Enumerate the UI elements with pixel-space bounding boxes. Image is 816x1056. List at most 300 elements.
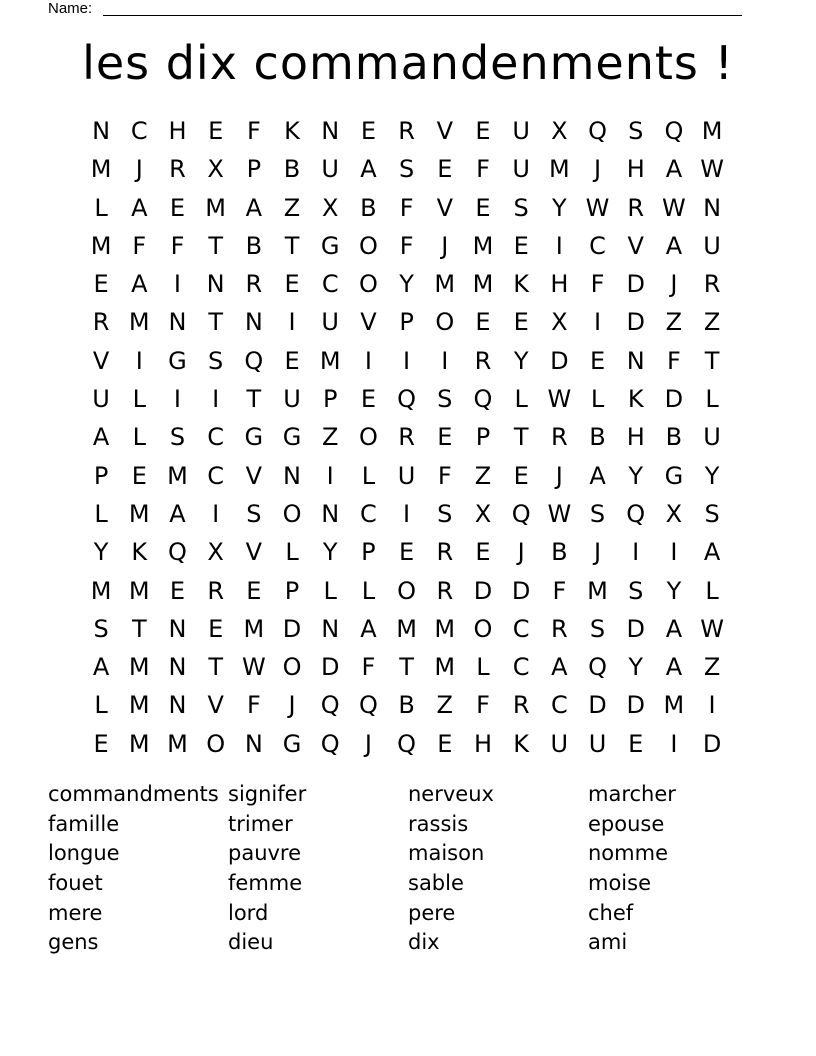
grid-cell[interactable]: M xyxy=(472,270,494,299)
grid-cell[interactable]: R xyxy=(398,117,415,145)
grid-cell[interactable]: W xyxy=(662,193,686,222)
grid-cell[interactable]: R xyxy=(436,538,454,567)
grid-cell[interactable]: S xyxy=(513,193,529,222)
grid-cell[interactable]: D xyxy=(282,614,302,643)
grid-cell[interactable]: M xyxy=(548,155,570,184)
grid-cell[interactable]: Z xyxy=(665,308,683,337)
grid-cell[interactable]: X xyxy=(321,193,339,222)
grid-cell[interactable]: E xyxy=(131,461,147,490)
grid-cell[interactable]: M xyxy=(701,117,723,145)
grid-cell[interactable]: Z xyxy=(703,653,721,682)
grid-cell[interactable]: S xyxy=(628,117,644,145)
grid-cell[interactable]: E xyxy=(399,538,415,567)
grid-cell[interactable]: G xyxy=(282,423,302,452)
grid-cell[interactable]: M xyxy=(434,653,456,682)
grid-cell[interactable]: I xyxy=(593,308,602,337)
grid-cell[interactable]: P xyxy=(246,155,262,184)
grid-cell[interactable]: L xyxy=(94,499,108,528)
grid-cell[interactable]: R xyxy=(703,270,721,299)
grid-cell[interactable]: T xyxy=(208,308,223,337)
grid-cell[interactable]: B xyxy=(665,423,683,452)
grid-cell[interactable]: Z xyxy=(436,691,453,720)
grid-cell[interactable]: V xyxy=(627,231,644,260)
grid-cell[interactable]: K xyxy=(627,385,644,414)
grid-cell[interactable]: M xyxy=(472,231,494,260)
word-list-item: epouse xyxy=(588,811,665,836)
grid-cell[interactable]: Y xyxy=(399,270,414,299)
grid-cell[interactable]: N xyxy=(92,117,111,145)
grid-cell[interactable]: T xyxy=(246,385,262,414)
grid-cell[interactable]: C xyxy=(360,499,377,528)
grid-cell[interactable]: P xyxy=(475,423,491,452)
grid-cell[interactable]: L xyxy=(132,385,146,414)
grid-cell[interactable]: Z xyxy=(321,423,339,452)
grid-cell[interactable]: S xyxy=(246,499,262,528)
grid-cell[interactable]: P xyxy=(93,461,109,490)
grid-cell[interactable]: O xyxy=(206,729,226,758)
grid-cell[interactable]: F xyxy=(399,193,414,222)
grid-cell[interactable]: Q xyxy=(626,499,646,528)
grid-cell[interactable]: M xyxy=(243,614,265,643)
grid-cell[interactable]: X xyxy=(474,499,492,528)
word-list-item: trimer xyxy=(228,811,293,836)
grid-cell[interactable]: E xyxy=(360,385,376,414)
word-list-item: pere xyxy=(408,900,456,925)
grid-cell[interactable]: I xyxy=(670,538,678,567)
grid-cell[interactable]: E xyxy=(169,193,186,222)
grid-cell[interactable]: T xyxy=(704,346,720,375)
grid-cell[interactable]: X xyxy=(665,499,683,528)
grid-cell[interactable]: A xyxy=(665,653,683,682)
grid-cell[interactable]: D xyxy=(626,614,645,643)
grid-cell[interactable]: S xyxy=(398,155,415,184)
grid-cell[interactable]: R xyxy=(474,346,492,375)
grid-cell[interactable]: B xyxy=(283,155,301,184)
grid-cell[interactable]: T xyxy=(208,231,223,260)
grid-cell[interactable]: N xyxy=(168,614,187,643)
grid-cell[interactable]: R xyxy=(436,576,454,605)
grid-cell[interactable]: W xyxy=(241,653,266,682)
grid-cell[interactable]: L xyxy=(285,538,299,567)
grid-cell[interactable]: I xyxy=(212,499,220,528)
grid-cell[interactable]: M xyxy=(90,231,112,260)
grid-cell[interactable]: N xyxy=(321,499,340,528)
grid-cell[interactable]: Y xyxy=(552,193,567,222)
grid-cell[interactable]: A xyxy=(665,231,683,260)
grid-cell[interactable]: Q xyxy=(397,385,417,414)
grid-cell[interactable]: E xyxy=(513,231,529,260)
grid-cell[interactable]: Z xyxy=(474,461,492,490)
grid-cell[interactable]: L xyxy=(94,193,108,222)
grid-cell[interactable]: L xyxy=(476,653,490,682)
grid-cell[interactable]: N xyxy=(321,614,340,643)
grid-cell[interactable]: F xyxy=(437,461,452,490)
grid-cell[interactable]: U xyxy=(703,231,721,260)
grid-cell[interactable]: Y xyxy=(628,653,644,682)
grid-cell[interactable]: N xyxy=(244,729,263,758)
grid-cell[interactable]: I xyxy=(670,729,678,758)
grid-cell[interactable]: Q xyxy=(473,385,493,414)
grid-cell[interactable]: E xyxy=(513,461,529,490)
grid-cell[interactable]: V xyxy=(245,538,263,567)
grid-cell[interactable]: F xyxy=(170,231,185,260)
grid-cell[interactable]: I xyxy=(173,270,181,299)
grid-cell[interactable]: M xyxy=(167,729,188,758)
grid-cell[interactable]: O xyxy=(473,614,493,643)
grid-cell[interactable]: K xyxy=(284,117,300,145)
grid-cell[interactable]: H xyxy=(626,423,645,452)
grid-cell[interactable]: O xyxy=(282,653,302,682)
grid-cell[interactable]: H xyxy=(626,155,645,184)
grid-cell[interactable]: Y xyxy=(666,576,682,605)
grid-cell[interactable]: D xyxy=(550,346,569,375)
grid-cell[interactable]: I xyxy=(173,385,181,414)
grid-cell[interactable]: M xyxy=(128,729,150,758)
grid-cell[interactable]: T xyxy=(208,653,223,682)
grid-cell[interactable]: F xyxy=(476,155,490,184)
grid-cell[interactable]: H xyxy=(168,117,187,145)
grid-cell[interactable]: D xyxy=(320,653,340,682)
grid-cell[interactable]: D xyxy=(626,691,645,720)
grid-cell[interactable]: T xyxy=(131,614,147,643)
grid-cell[interactable]: T xyxy=(284,231,300,260)
grid-cell[interactable]: A xyxy=(703,538,721,567)
grid-cell[interactable]: S xyxy=(437,499,453,528)
grid-cell[interactable]: O xyxy=(358,270,378,299)
grid-cell[interactable]: Q xyxy=(320,729,340,758)
grid-cell[interactable]: V xyxy=(360,308,377,337)
grid-cell[interactable]: D xyxy=(473,576,493,605)
grid-cell[interactable]: P xyxy=(322,385,338,414)
grid-cell[interactable]: B xyxy=(398,691,415,720)
grid-cell[interactable]: J xyxy=(593,155,602,184)
grid-cell[interactable]: Y xyxy=(93,538,109,567)
grid-cell[interactable]: Q xyxy=(168,538,187,567)
grid-cell[interactable]: N xyxy=(703,193,722,222)
grid-cell[interactable]: A xyxy=(360,155,377,184)
grid-cell[interactable]: O xyxy=(358,231,378,260)
grid-cell[interactable]: E xyxy=(475,538,491,567)
grid-cell[interactable]: X xyxy=(551,117,568,145)
grid-cell[interactable]: I xyxy=(326,461,334,490)
grid-cell[interactable]: B xyxy=(245,231,263,260)
grid-cell[interactable]: I xyxy=(555,231,563,260)
grid-cell[interactable]: I xyxy=(708,691,716,720)
grid-cell[interactable]: M xyxy=(128,691,150,720)
grid-cell[interactable]: U xyxy=(512,117,530,145)
grid-cell[interactable]: L xyxy=(705,385,719,414)
grid-cell[interactable]: Z xyxy=(283,193,301,222)
grid-cell[interactable]: K xyxy=(131,538,148,567)
grid-cell[interactable]: Q xyxy=(320,691,340,720)
word-list-item: nomme xyxy=(588,841,668,866)
grid-cell[interactable]: E xyxy=(628,729,644,758)
grid-cell[interactable]: R xyxy=(92,308,110,337)
grid-cell[interactable]: Q xyxy=(588,653,607,682)
grid-cell[interactable]: A xyxy=(551,653,568,682)
grid-cell[interactable]: S xyxy=(437,385,453,414)
grid-cell[interactable]: E xyxy=(93,270,109,299)
grid-cell[interactable]: J xyxy=(555,461,563,490)
grid-cell[interactable]: M xyxy=(205,193,227,222)
grid-cell[interactable]: F xyxy=(132,231,147,260)
grid-cell[interactable]: E xyxy=(169,576,186,605)
grid-cell[interactable]: L xyxy=(323,576,337,605)
grid-cell[interactable]: K xyxy=(513,729,530,758)
grid-cell[interactable]: D xyxy=(588,691,607,720)
grid-cell[interactable]: D xyxy=(664,385,684,414)
grid-cell[interactable]: F xyxy=(361,653,376,682)
grid-cell[interactable]: G xyxy=(168,346,187,375)
grid-cell[interactable]: F xyxy=(246,691,261,720)
grid-cell[interactable]: C xyxy=(512,653,530,682)
grid-cell[interactable]: X xyxy=(207,538,224,567)
grid-cell[interactable]: E xyxy=(589,346,606,375)
grid-cell[interactable]: I xyxy=(632,538,640,567)
grid-cell[interactable]: H xyxy=(473,729,492,758)
grid-cell[interactable]: X xyxy=(551,308,568,337)
grid-cell[interactable]: A xyxy=(360,614,377,643)
grid-cell[interactable]: N xyxy=(168,691,187,720)
grid-cell[interactable]: D xyxy=(511,576,531,605)
grid-cell[interactable]: F xyxy=(552,576,567,605)
grid-cell[interactable]: C xyxy=(512,614,530,643)
grid-cell[interactable]: D xyxy=(626,308,645,337)
grid-cell[interactable]: Q xyxy=(397,729,417,758)
grid-cell[interactable]: A xyxy=(665,614,683,643)
grid-cell[interactable]: M xyxy=(128,499,150,528)
grid-cell[interactable]: U xyxy=(550,729,569,758)
grid-cell[interactable]: I xyxy=(403,499,411,528)
word-list-item: lord xyxy=(228,900,269,925)
grid-cell[interactable]: F xyxy=(590,270,605,299)
grid-cell[interactable]: M xyxy=(128,576,150,605)
grid-cell[interactable]: C xyxy=(130,117,148,145)
grid-cell[interactable]: I xyxy=(288,308,296,337)
grid-cell[interactable]: J xyxy=(670,270,678,299)
grid-cell[interactable]: L xyxy=(514,385,528,414)
grid-cell[interactable]: O xyxy=(435,308,455,337)
grid-cell[interactable]: M xyxy=(319,346,341,375)
grid-cell[interactable]: R xyxy=(512,691,530,720)
grid-cell[interactable]: C xyxy=(321,270,339,299)
grid-cell[interactable]: O xyxy=(397,576,417,605)
grid-cell[interactable]: A xyxy=(92,423,110,452)
grid-cell[interactable]: S xyxy=(93,614,109,643)
grid-cell[interactable]: O xyxy=(358,423,378,452)
grid-cell[interactable]: C xyxy=(550,691,568,720)
word-list-item: maison xyxy=(408,841,485,866)
grid-cell[interactable]: V xyxy=(436,117,453,145)
grid-cell[interactable]: I xyxy=(441,346,449,375)
grid-cell[interactable]: M xyxy=(587,576,608,605)
grid-cell[interactable]: F xyxy=(667,346,681,375)
grid-cell[interactable]: E xyxy=(437,155,453,184)
grid-cell[interactable]: E xyxy=(93,729,109,758)
grid-cell[interactable]: W xyxy=(700,614,724,643)
grid-cell[interactable]: F xyxy=(246,117,261,145)
grid-cell[interactable]: P xyxy=(284,576,300,605)
grid-cell[interactable]: V xyxy=(92,346,110,375)
grid-cell[interactable]: I xyxy=(135,346,143,375)
grid-cell[interactable]: R xyxy=(207,576,224,605)
grid-cell[interactable]: M xyxy=(434,614,456,643)
grid-cell[interactable]: U xyxy=(283,385,301,414)
grid-cell[interactable]: A xyxy=(245,193,263,222)
grid-cell[interactable]: Q xyxy=(358,691,378,720)
grid-cell[interactable]: Z xyxy=(703,308,721,337)
word-list-item: moise xyxy=(588,871,651,896)
grid-cell[interactable]: R xyxy=(551,614,568,643)
name-underline[interactable] xyxy=(103,15,742,16)
grid-cell[interactable]: Q xyxy=(244,346,264,375)
grid-cell[interactable]: J xyxy=(517,538,525,567)
grid-cell[interactable]: S xyxy=(208,346,224,375)
grid-cell[interactable]: R xyxy=(627,193,645,222)
grid-cell[interactable]: C xyxy=(207,423,225,452)
grid-cell[interactable]: L xyxy=(132,423,146,452)
grid-cell[interactable]: J xyxy=(593,538,602,567)
grid-cell[interactable]: A xyxy=(131,193,148,222)
grid-cell[interactable]: S xyxy=(589,499,606,528)
grid-cell[interactable]: W xyxy=(547,385,572,414)
grid-cell[interactable]: N xyxy=(626,346,645,375)
grid-cell[interactable]: L xyxy=(705,576,719,605)
grid-cell[interactable]: E xyxy=(360,117,376,145)
grid-cell[interactable]: X xyxy=(207,155,224,184)
grid-cell[interactable]: C xyxy=(207,461,225,490)
grid-cell[interactable]: W xyxy=(547,499,572,528)
word-list-item: commandments xyxy=(48,782,219,806)
grid-cell[interactable]: M xyxy=(434,270,456,299)
grid-cell[interactable]: R xyxy=(551,423,568,452)
grid-cell[interactable]: E xyxy=(284,270,300,299)
grid-cell[interactable]: T xyxy=(399,653,414,682)
grid-cell[interactable]: M xyxy=(90,576,112,605)
grid-cell[interactable]: O xyxy=(282,499,302,528)
grid-cell[interactable]: J xyxy=(135,155,143,184)
grid-cell[interactable]: N xyxy=(244,308,263,337)
grid-cell[interactable]: S xyxy=(628,576,644,605)
grid-cell[interactable]: A xyxy=(131,270,148,299)
grid-cell[interactable]: I xyxy=(212,385,220,414)
grid-cell[interactable]: N xyxy=(168,653,187,682)
grid-cell[interactable]: N xyxy=(321,117,340,145)
grid-cell[interactable]: J xyxy=(364,729,372,758)
grid-cell[interactable]: F xyxy=(399,231,414,260)
grid-cell[interactable]: L xyxy=(361,576,376,605)
grid-cell[interactable]: V xyxy=(207,691,224,720)
word-list-item: rassis xyxy=(408,811,469,836)
grid-cell[interactable]: J xyxy=(288,691,296,720)
grid-cell[interactable]: M xyxy=(128,308,150,337)
grid-cell[interactable]: W xyxy=(700,155,724,184)
grid-cell[interactable]: G xyxy=(320,231,340,260)
grid-cell[interactable]: U xyxy=(321,155,339,184)
grid-cell[interactable]: E xyxy=(208,614,224,643)
grid-cell[interactable]: Q xyxy=(664,117,684,145)
grid-cell[interactable]: E xyxy=(437,729,453,758)
grid-cell[interactable]: L xyxy=(361,461,376,490)
grid-cell[interactable]: S xyxy=(169,423,186,452)
grid-cell[interactable]: Q xyxy=(511,499,531,528)
grid-cell[interactable]: U xyxy=(703,423,721,452)
grid-cell[interactable]: A xyxy=(169,499,186,528)
grid-cell[interactable]: U xyxy=(397,461,416,490)
grid-cell[interactable]: E xyxy=(284,346,300,375)
grid-cell[interactable]: D xyxy=(626,270,645,299)
grid-cell[interactable]: E xyxy=(437,423,453,452)
grid-cell[interactable]: E xyxy=(246,576,262,605)
grid-cell[interactable]: T xyxy=(513,423,529,452)
grid-cell[interactable]: N xyxy=(206,270,225,299)
grid-cell[interactable]: R xyxy=(398,423,415,452)
grid-cell[interactable]: J xyxy=(441,231,449,260)
grid-cell[interactable]: Y xyxy=(322,538,338,567)
grid-cell[interactable]: N xyxy=(168,308,187,337)
grid-cell[interactable]: V xyxy=(436,193,453,222)
grid-cell[interactable]: G xyxy=(282,729,302,758)
name-field[interactable] xyxy=(48,0,742,18)
grid-cell[interactable]: S xyxy=(589,614,606,643)
grid-cell[interactable]: K xyxy=(513,270,530,299)
grid-cell[interactable]: B xyxy=(360,193,377,222)
grid-cell[interactable]: N xyxy=(283,461,301,490)
grid-cell[interactable]: Y xyxy=(513,346,529,375)
grid-cell[interactable]: H xyxy=(550,270,569,299)
grid-cell[interactable]: M xyxy=(128,653,150,682)
grid-cell[interactable]: U xyxy=(321,308,339,337)
grid-cell[interactable]: M xyxy=(90,155,112,184)
grid-cell[interactable]: L xyxy=(590,385,605,414)
grid-cell[interactable]: E xyxy=(475,308,491,337)
grid-cell[interactable]: V xyxy=(245,461,263,490)
grid-cell[interactable]: P xyxy=(399,308,414,337)
grid-cell[interactable]: E xyxy=(475,193,491,222)
grid-cell[interactable]: A xyxy=(589,461,606,490)
grid-cell[interactable]: E xyxy=(513,308,529,337)
grid-cell[interactable]: W xyxy=(585,193,610,222)
grid-cell[interactable]: M xyxy=(663,691,685,720)
grid-cell[interactable]: M xyxy=(167,461,188,490)
grid-cell[interactable]: C xyxy=(589,231,606,260)
grid-cell[interactable]: R xyxy=(245,270,263,299)
grid-cell[interactable]: Q xyxy=(588,117,607,145)
grid-cell[interactable]: D xyxy=(702,729,722,758)
grid-cell[interactable]: I xyxy=(403,346,411,375)
grid-cell[interactable]: U xyxy=(588,729,607,758)
grid-cell[interactable]: L xyxy=(94,691,108,720)
grid-cell[interactable]: Y xyxy=(628,461,644,490)
grid-cell[interactable]: F xyxy=(476,691,490,720)
grid-cell[interactable]: S xyxy=(704,499,720,528)
grid-cell[interactable]: P xyxy=(361,538,376,567)
grid-cell[interactable]: I xyxy=(364,346,372,375)
grid-cell[interactable]: B xyxy=(589,423,606,452)
grid-cell[interactable]: M xyxy=(396,614,417,643)
grid-cell[interactable]: E xyxy=(475,117,491,145)
grid-cell[interactable]: A xyxy=(92,653,110,682)
grid-cell[interactable]: A xyxy=(665,155,683,184)
grid-cell[interactable]: G xyxy=(244,423,264,452)
grid-cell[interactable]: B xyxy=(551,538,568,567)
grid-cell[interactable]: U xyxy=(512,155,530,184)
grid-cell[interactable]: R xyxy=(169,155,186,184)
grid-cell[interactable]: Y xyxy=(704,461,720,490)
grid-cell[interactable]: E xyxy=(208,117,224,145)
grid-cell[interactable]: G xyxy=(664,461,684,490)
grid-cell[interactable]: U xyxy=(92,385,110,414)
